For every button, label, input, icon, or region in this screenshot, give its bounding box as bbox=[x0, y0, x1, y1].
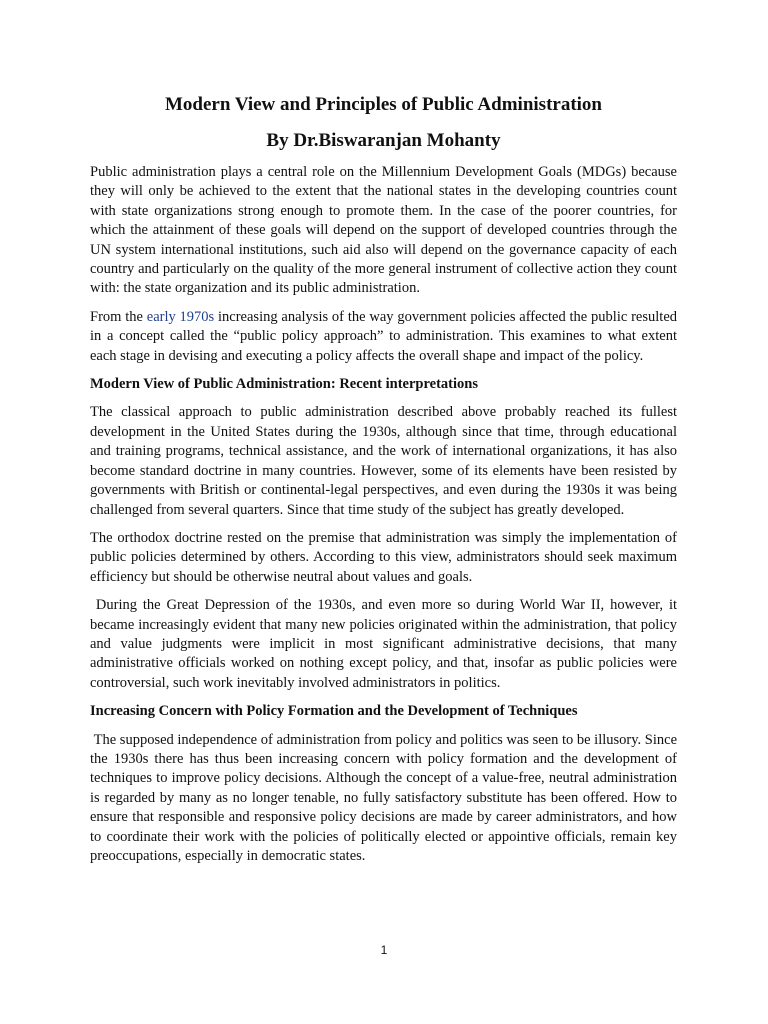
paragraph-orthodox-doctrine: The orthodox doctrine rested on the premise that administration was simply the implementation of public policies determined by others. According to this view, administrators should seek maximum efficiency but should be otherwise neutral about values and goals. bbox=[90, 529, 677, 585]
paragraph-text: From the bbox=[90, 308, 147, 325]
page-number: 1 bbox=[380, 943, 388, 957]
paragraph-policy-approach bbox=[90, 308, 677, 366]
section-heading-modern-view: Modern View of Public Administration: Recent interpretations bbox=[90, 376, 478, 393]
section-heading-policy-formation: Increasing Concern with Policy Formation and the Development of Techniques bbox=[90, 703, 578, 720]
document-title: Modern View and Principles of Public Administration bbox=[164, 94, 603, 115]
paragraph-independence bbox=[90, 731, 677, 867]
paragraph-text: The supposed independence of administration from policy and politics was seen to be illusory. Since the 1930s there has thus been increasing concern with policy formation and the development of techniques to improve policy decisions. Although the concept of a value-free, neutral administration is regarded by many as no longer tenable, no fully satisfactory substitute has been offered. How to ensure that responsible and responsive policy decisions are made by career administrators, and how to coordinate their work with the policies of politically elected or appointive officials, remain key preoccupations, especially in democratic states. bbox=[90, 731, 678, 864]
paragraph-great-depression bbox=[90, 596, 677, 693]
paragraph-text: During the Great Depression of the 1930s, and even more so during World War II, however, it became increasingly evident that many new policies originated within the administration, that policy and value judgments were implicit in most significant administrative decisions, that many administrative officials worked on nothing except policy, and that, insofar as public policies were controversial, such work inevitably involved administrators in politics. bbox=[90, 597, 677, 691]
paragraph-mdgs: Public administration plays a central role on the Millennium Development Goals (MDGs) because they will only be achieved to the extent that the national states in the developing countries count with state organizations strong enough to promote them. In the case of the poorer countries, for which the attainment of these goals will depend on the support of developed countries through the UN system international institutions, such aid also will depend on the governance capacity of each country and particularly on the quality of the more general instrument of collective action they count with: the state organization and its public administration. bbox=[90, 164, 677, 297]
paragraph-classical-approach: The classical approach to public administration described above probably reached its fullest development in the United States during the 1930s, although since that time, through educational and training programs, technical assistance, and the work of international organizations, it has also become standard doctrine in many countries. However, some of its elements have been resisted by governments with British or continental-legal perspectives, and even during the 1930s it was being challenged from several quarters. Since that time study of the subject has greatly developed. bbox=[90, 404, 677, 518]
early-1970s-link[interactable]: early 1970s bbox=[146, 308, 215, 325]
page-content bbox=[90, 93, 677, 866]
author-line: By Dr.Biswaranjan Mohanty bbox=[266, 130, 501, 151]
paragraph-text: increasing analysis of the way government policies affected the public resulted in a concept called the “public policy approach” to administration. This examines to what extent each stage in devising and executing a policy affects the overall shape and impact of the policy. bbox=[90, 308, 677, 364]
